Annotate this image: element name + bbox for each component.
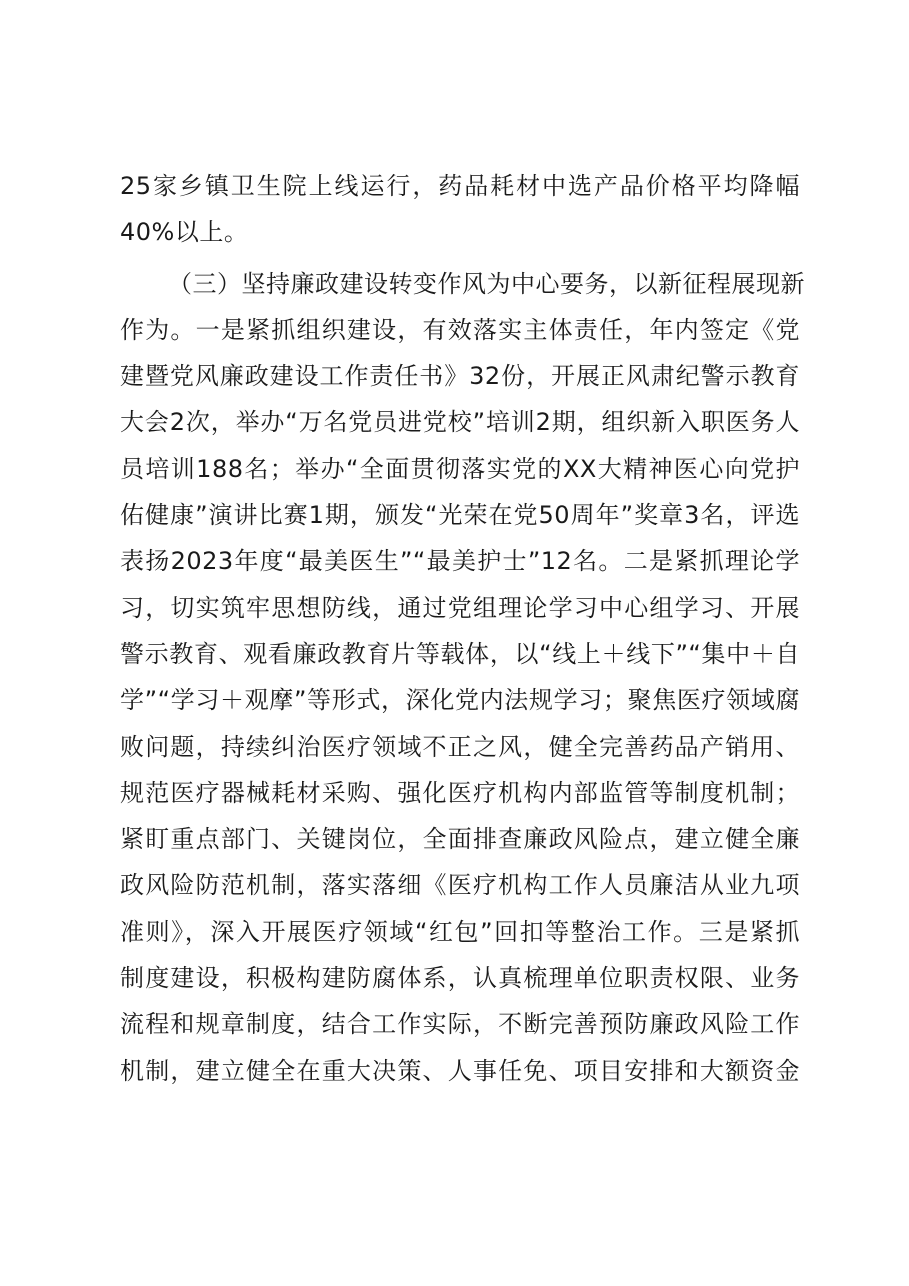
paragraph-line: 规范医疗器械耗材采购、强化医疗机构内部监管等制度机制； [120,778,800,807]
paragraph-line: 25家乡镇卫生院上线运行，药品耗材中选产品价格平均降幅 [120,172,800,200]
paragraph-line: 员培训188名；举办“全面贯彻落实党的XX大精神医心向党护 [120,454,800,483]
paragraph-line: 警示教育、观看廉政教育片等载体，以“线上＋线下”“集中＋自 [120,639,800,668]
paragraph-line: 政风险防范机制，落实落细《医疗机构工作人员廉洁从业九项 [120,871,800,900]
paragraph-line: 建暨党风廉政建设工作责任书》32份，开展正风肃纪警示教育 [120,362,800,391]
paragraph-line: 佑健康”演讲比赛1期，颁发“光荣在党50周年”奖章3名，评选 [120,501,800,530]
paragraph-line: 作为。一是紧抓组织建设，有效落实主体责任，年内签定《党 [120,315,800,344]
paragraph-line: 准则》，深入开展医疗领域“红包”回扣等整治工作。三是紧抓 [120,917,800,946]
paragraph-line: 紧盯重点部门、关键岗位，全面排查廉政风险点，建立健全廉 [120,825,800,854]
paragraph-line: 流程和规章制度，结合工作实际，不断完善预防廉政风险工作 [120,1010,800,1039]
document-body [120,163,805,1094]
paragraph-line: （三）坚持廉政建设转变作风为中心要务，以新征程展现新 [168,269,805,298]
paragraph-line: 制度建设，积极构建防腐体系，认真梳理单位职责权限、业务 [120,964,800,993]
paragraph-line: 表扬2023年度“最美医生”“最美护士”12名。二是紧抓理论学 [120,547,800,576]
paragraph-line: 大会2次，举办“万名党员进党校”培训2期，组织新入职医务人 [120,408,800,437]
paragraph-line: 学”“学习＋观摩”等形式，深化党内法规学习；聚焦医疗领域腐 [120,686,800,715]
paragraph-2 [120,261,805,1094]
paragraph-line: 40%以上。 [120,218,249,247]
paragraph-line: 败问题，持续纠治医疗领域不正之风，健全完善药品产销用、 [120,732,800,761]
paragraph-1 [120,163,800,256]
paragraph-line: 机制，建立健全在重大决策、人事任免、项目安排和大额资金 [120,1056,800,1085]
paragraph-line: 习，切实筑牢思想防线，通过党组理论学习中心组学习、开展 [120,593,800,622]
